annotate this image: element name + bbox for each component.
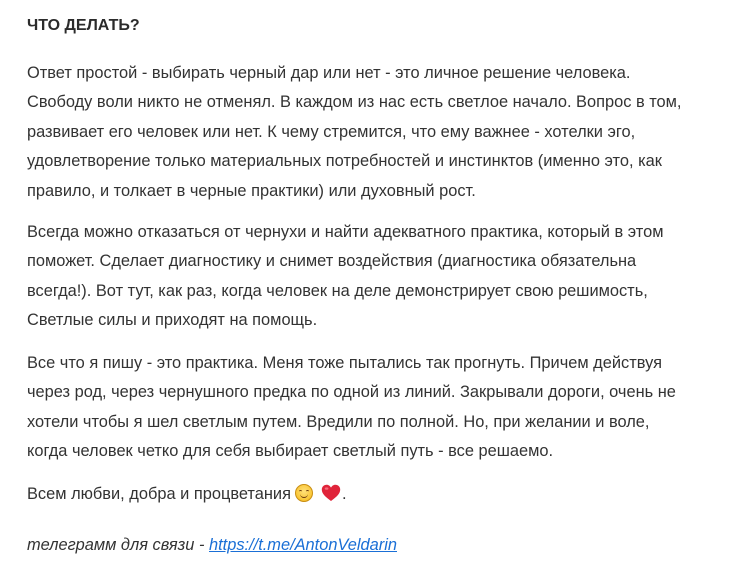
text-line: Свободу воли никто не отменял. В каждом из нас есть светлое начало. Вопрос в том, (27, 93, 682, 112)
contact-label: телеграмм для связи - (27, 536, 209, 554)
text-line: хотели чтобы я шел светлым путем. Вредили по полной. Но, при желании и воле, (27, 412, 650, 431)
text-line: правило, и толкает в черные практики) или духовный рост. (27, 181, 476, 200)
text-line: Все что я пишу - это практика. Меня тоже пытались так прогнуть. Причем действуя (27, 354, 662, 372)
closing-text: Всем любви, добра и процветания (27, 485, 291, 503)
contact-line (27, 531, 397, 560)
text-line: всегда!). Вот тут, как раз, когда человек на деле демонстрирует свою решимость, (27, 281, 648, 300)
smiling-face-emoji-icon (295, 484, 313, 502)
paragraph-1 (27, 59, 682, 206)
paragraph-3 (27, 349, 676, 467)
section-heading: ЧТО ДЕЛАТЬ? (27, 17, 140, 34)
text-line: Ответ простой - выбирать черный дар или нет - это личное решение человека. (27, 64, 631, 82)
text-line: Светлые силы и приходят на помощь. (27, 311, 318, 330)
closing-paragraph (27, 480, 347, 509)
text-line: когда человек четко для себя выбирает светлый путь - все решаемо. (27, 442, 554, 461)
text-line: развивает его человек или нет. К чему стремится, что ему важнее - хотелки эго, (27, 122, 636, 141)
closing-line (27, 480, 347, 509)
text-line: через род, через чернушного предка по одной из линий. Закрывали дороги, очень не (27, 383, 676, 402)
closing-period: . (341, 485, 347, 503)
red-heart-emoji-icon (321, 484, 341, 502)
paragraph-2 (27, 218, 663, 336)
text-line: поможет. Сделает диагностику и снимет воздействия (диагностика обязательна (27, 252, 637, 271)
text-line: Всегда можно отказаться от чернухи и найти адекватного практика, который в этом (27, 223, 664, 241)
telegram-link[interactable]: https://t.me/AntonVeldarin (209, 536, 397, 554)
text-line: удовлетворение только материальных потребностей и инстинктов (именно это, как (27, 152, 662, 171)
